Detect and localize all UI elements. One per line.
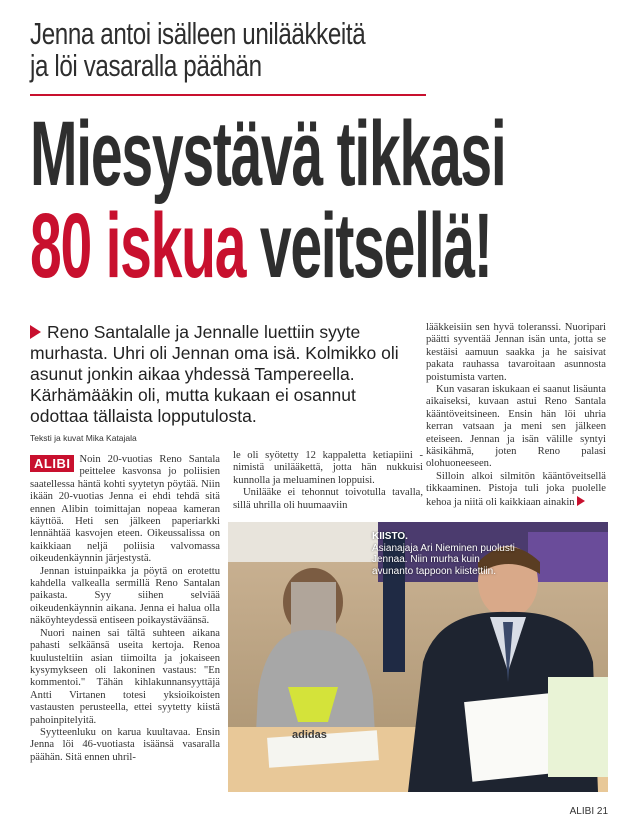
article-column-2 <box>233 450 423 512</box>
column2-paragraph: le oli syötetty 12 kappaletta ketiapiini -nimistä unilääkettä, jotta hän nukkuisi kunnolla ja meluaminen loppuisi. <box>233 450 423 486</box>
article-column-1 <box>30 454 220 764</box>
main-headline-line-2 <box>30 195 492 297</box>
column3-paragraph <box>426 471 606 509</box>
byline: Teksti ja kuvat Mika Katajala <box>30 433 137 443</box>
column1-paragraph: Syytteenluku on karua kuultavaa. Ensin Jenna löi 46-vuotiasta isäänsä vasaralla päähän. Sitä ennen uhril- <box>30 726 220 763</box>
column1-paragraph: Jennan istuinpaikka ja pöytä on erotettu kahdella valkealla sermillä Reno Santalan paikasta. Syy siihen selviää oikeudenkäynnin aikana. Jenna ei halua olla näköyhteydessä entiseen poikaystäväänsä. <box>30 565 220 627</box>
headline-text-2: veitsellä! <box>259 195 492 297</box>
column1-paragraph: Nuori nainen sai tältä suhteen aikana pahasti selkäänsä useita kertoja. Renoa kuulusteltiin asian tiimoilta ja jokaiseen kysymykseen oli lakoninen vastaus: "En kommentoi." Tähän kihlakunnansyyttäjä Antti Virtanen totesi yksioikoisten vastausten perusteella, ettei syytetty kiistä pahoinpitelyitä. <box>30 627 220 726</box>
caption-label: KIISTO. <box>372 531 408 542</box>
caption-text: Asianajaja Ari Nieminen puolusti Jennaa. Niin murha kuin avunanto tappoon kiistettiin. <box>372 542 515 577</box>
column3-paragraph-text: Silloin alkoi silmitön kääntöveitsellä tikkaaminen. Pistoja tuli joka puolelle kehoa ja niitä oli kaikkiaan ainakin <box>426 470 606 508</box>
lead-paragraph <box>30 322 408 427</box>
kicker-rule <box>30 94 426 96</box>
sweatshirt-logo: adidas <box>292 729 327 741</box>
triangle-bullet-icon <box>30 325 41 339</box>
main-headline-line-1 <box>30 103 506 205</box>
column1-paragraph <box>30 454 220 566</box>
alibi-tag: ALIBI <box>30 455 74 472</box>
column3-paragraph: lääkkeisiin sen hyvä toleranssi. Nuoripari päätti syventää Jennan isän unta, jotta se kestäisi aamuun saakka ja he saisivat pakata rauhassa tavaroitaan asunnosta poistumista varten. <box>426 322 606 383</box>
headline-red-text: 80 iskua <box>30 195 246 297</box>
column2-paragraph: Unilääke ei tehonnut toivotulla tavalla, sillä uhrilla oli huumaaviin <box>233 487 423 511</box>
column3-paragraph: Kun vasaran iskukaan ei saanut lisäunta aikaiseksi, kuvaan astui Reno Santala kääntöveitsineen. Ensin hän löi uhria kerran vatsaan ja meni sen jälkeen eteiseen. Jennan ja isän välille syntyi käsikähmä, joten Reno palasi olohuoneeseen. <box>426 384 606 470</box>
page-footer: ALIBI 21 <box>569 806 608 817</box>
photo-caption <box>372 531 522 577</box>
kicker-line-2: ja löi vasaralla päähän <box>30 48 262 83</box>
column1-paragraph-text: Noin 20-vuotias Reno Santala peittelee kasvonsa jo poliisien saatellessa häntä kohti syytetyn pöytää. Niin ikään 20-vuotias Jenna ei ehdi tehdä sitä ennen Alibin toimittajan nopeaa kameran käyttöä. Heti sen jälkeen paperiarkki lennähtää kasvojen eteen. Oikeussalissa on kaikkiaan neljä poliisia valvomassa oikeudenkäynnin järjestystä. <box>30 454 220 565</box>
kicker-headline <box>30 18 490 82</box>
continue-arrow-icon <box>577 496 585 506</box>
headline-text-1: Miesystävä tikkasi <box>30 103 506 205</box>
article-column-3 <box>426 322 606 509</box>
kicker-line-1: Jenna antoi isälleen unilääkkeitä <box>30 16 366 51</box>
lead-text: Reno Santalalle ja Jennalle luettiin syyte murhasta. Uhri oli Jennan oma isä. Kolmikko oli asunut jonkin aikaa yhdessä Tampereella. Kärhämääkin oli, mutta kukaan ei osannut odottaa tällaista lopputulosta. <box>30 322 399 426</box>
